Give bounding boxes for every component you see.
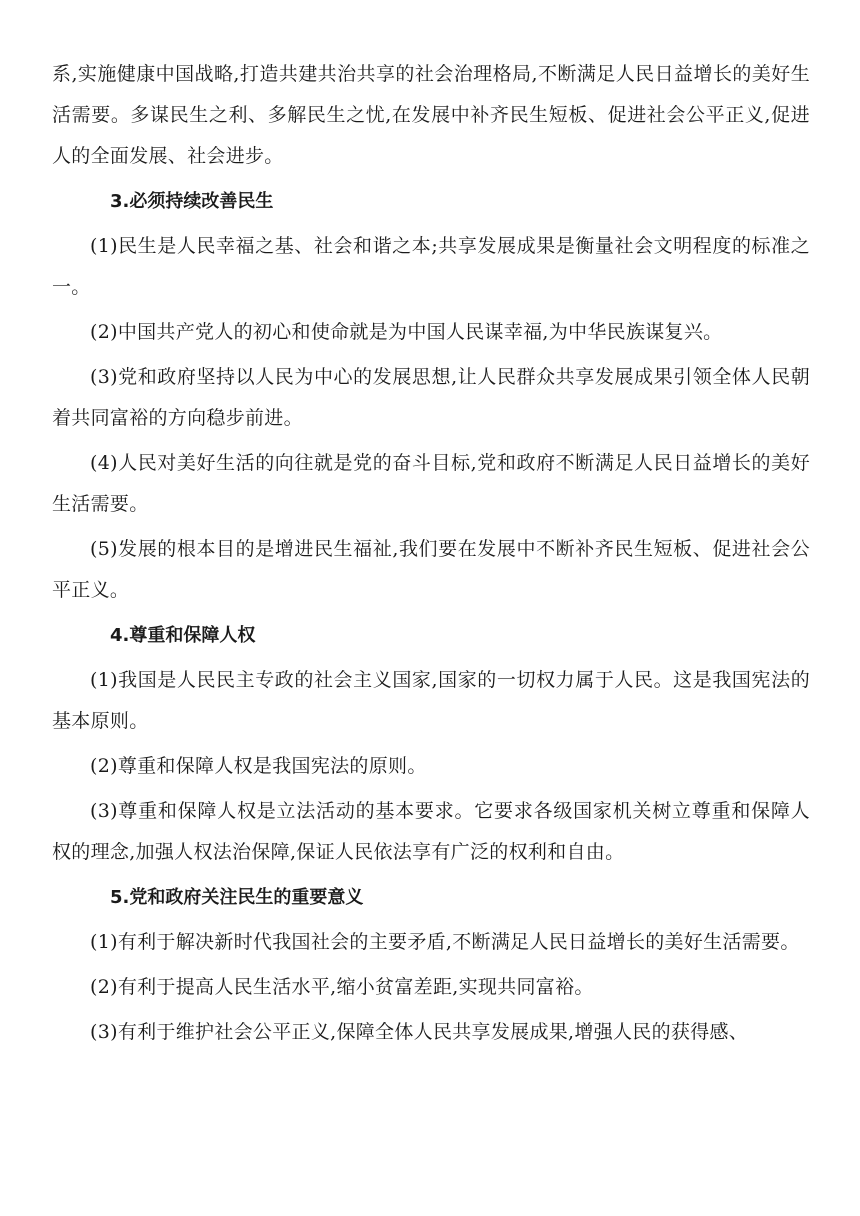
list-item: (1)我国是人民民主专政的社会主义国家,国家的一切权力属于人民。这是我国宪法的基本原则。	[52, 669, 810, 732]
list-item: (3)尊重和保障人权是立法活动的基本要求。它要求各级国家机关树立尊重和保障人权的理念,加强人权法治保障,保证人民依法享有广泛的权利和自由。	[52, 800, 810, 863]
section-significance	[52, 877, 810, 1053]
list-item: (2)有利于提高人民生活水平,缩小贫富差距,实现共同富裕。	[90, 976, 594, 998]
list-item: (2)尊重和保障人权是我国宪法的原则。	[90, 755, 427, 777]
section-heading: 3.必须持续改善民生	[110, 191, 274, 212]
list-item: (2)中国共产党人的初心和使命就是为中国人民谋幸福,为中华民族谋复兴。	[90, 321, 723, 343]
section-improve-livelihood	[52, 181, 810, 611]
list-item: (4)人民对美好生活的向往就是党的奋斗目标,党和政府不断满足人民日益增长的美好生活需要。	[52, 452, 810, 515]
section-heading: 5.党和政府关注民生的重要意义	[110, 887, 364, 908]
list-item: (3)有利于维护社会公平正义,保障全体人民共享发展成果,增强人民的获得感、	[90, 1021, 749, 1043]
section-heading: 4.尊重和保障人权	[110, 625, 256, 646]
list-item: (5)发展的根本目的是增进民生福祉,我们要在发展中不断补齐民生短板、促进社会公平正义。	[52, 538, 810, 601]
document-page	[52, 54, 810, 1057]
list-item: (3)党和政府坚持以人民为中心的发展思想,让人民群众共享发展成果引领全体人民朝着共同富裕的方向稳步前进。	[52, 366, 810, 429]
list-item: (1)有利于解决新时代我国社会的主要矛盾,不断满足人民日益增长的美好生活需要。	[90, 931, 800, 953]
list-item: (1)民生是人民幸福之基、社会和谐之本;共享发展成果是衡量社会文明程度的标准之一。	[52, 235, 810, 298]
section-human-rights	[52, 615, 810, 873]
intro-paragraph: 系,实施健康中国战略,打造共建共治共享的社会治理格局,不断满足人民日益增长的美好生活需要。多谋民生之利、多解民生之忧,在发展中补齐民生短板、促进社会公平正义,促进人的全面发展、社会进步。	[52, 63, 810, 167]
